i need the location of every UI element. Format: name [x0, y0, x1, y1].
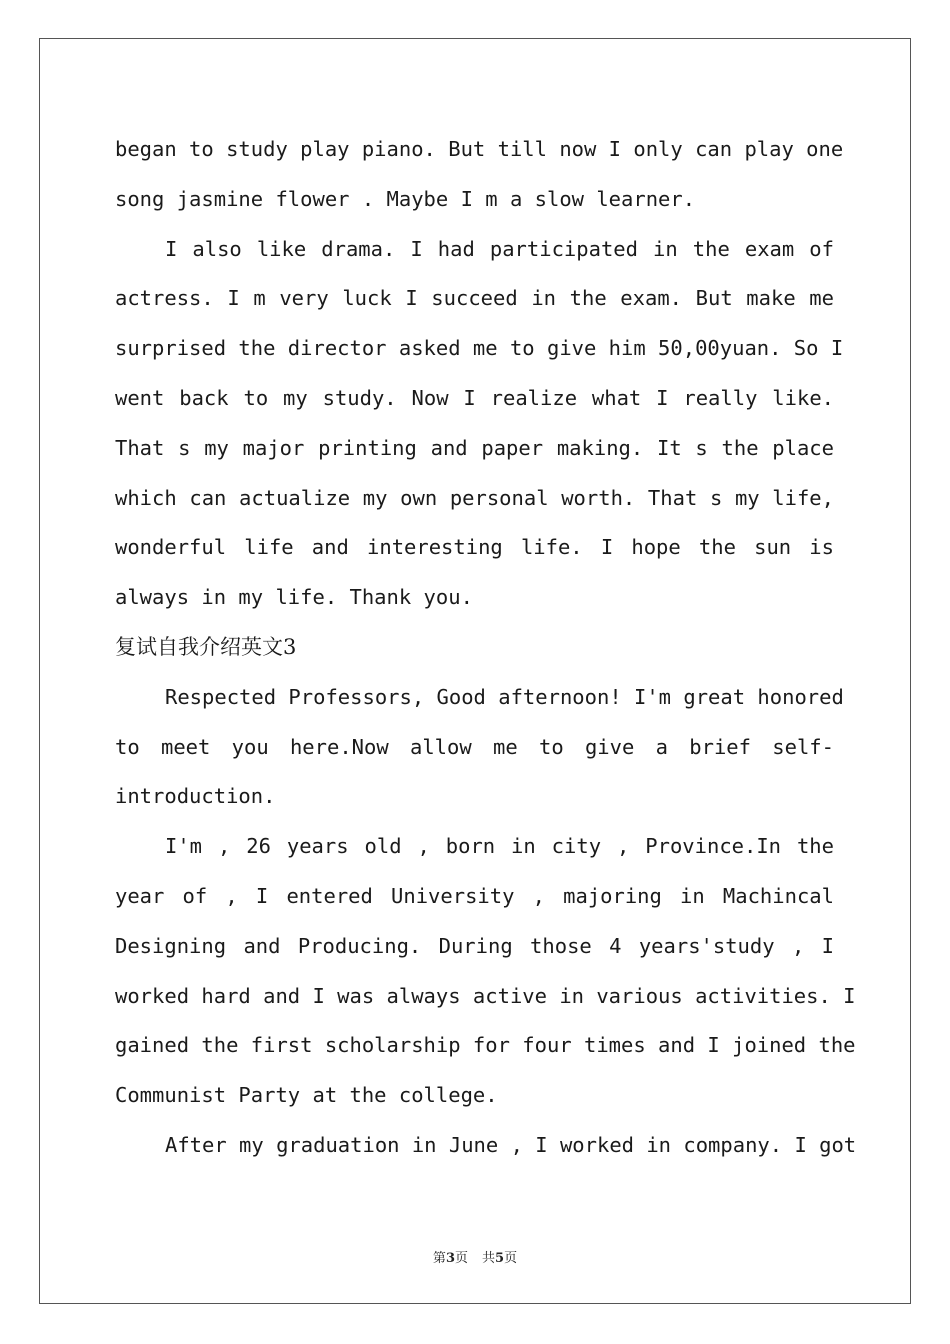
text-line: always in my life. Thank you.: [115, 585, 473, 610]
text-line: began to study play piano. But till now I only can play one: [115, 137, 844, 161]
text-line: introduction.: [115, 784, 276, 809]
paragraph: [115, 822, 856, 1121]
footer-total-suffix: 页: [504, 1251, 518, 1266]
text-line: surprised the director asked me to give him 50,00yuan. So I: [115, 336, 844, 361]
text-line: Respected Professors, Good afternoon! I'm great honored: [165, 684, 844, 709]
text-line: Communist Party at the college.: [115, 1083, 498, 1108]
text-line: That s my major printing and paper making. It s the place: [115, 435, 834, 460]
text-line: I also like drama. I had participated in the exam of: [165, 236, 834, 261]
paragraph: [115, 225, 844, 623]
paragraph: [115, 125, 844, 225]
footer-page-current: 3: [445, 1251, 455, 1266]
text-line: song jasmine flower . Maybe I m a slow learner.: [115, 186, 696, 211]
text-line: which can actualize my own personal worth. That s my life,: [115, 485, 834, 510]
text-line: I'm , 26 years old , born in city , Province.In the: [165, 834, 834, 859]
heading-text: 复试自我介绍英文3: [115, 634, 297, 659]
paragraph: [115, 673, 844, 822]
footer-page-suffix: 页: [454, 1251, 468, 1266]
paragraph: [115, 1121, 857, 1171]
footer-page-total: 5: [495, 1251, 505, 1266]
text-line: worked hard and I was always active in various activities. I: [115, 983, 856, 1008]
page-footer: [0, 1247, 950, 1266]
document-body: [115, 125, 857, 1171]
text-line: year of , I entered University , majoring in Machincal: [115, 883, 834, 908]
text-line: gained the first scholarship for four times and I joined the: [115, 1033, 856, 1058]
footer-page-prefix: 第: [432, 1251, 446, 1266]
text-line: Designing and Producing. During those 4 years'study , I: [115, 933, 834, 958]
text-line: went back to my study. Now I realize what I really like.: [115, 385, 834, 410]
section-heading: [115, 623, 834, 673]
text-line: After my graduation in June , I worked in company. I got: [165, 1132, 857, 1157]
text-line: actress. I m very luck I succeed in the exam. But make me: [115, 286, 834, 311]
text-line: to meet you here.Now allow me to give a brief self-: [115, 734, 834, 759]
text-line: wonderful life and interesting life. I hope the sun is: [115, 535, 834, 560]
footer-total-prefix: 共: [482, 1251, 496, 1266]
